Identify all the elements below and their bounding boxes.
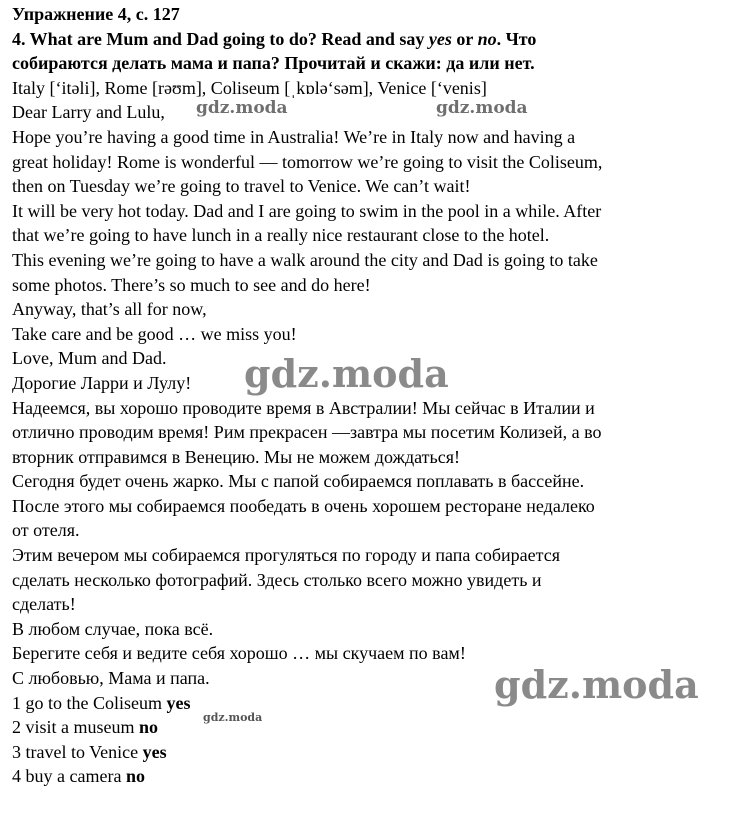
answer-item (12, 764, 736, 789)
letter-en-line: Love, Mum and Dad. (12, 348, 167, 369)
answer-value: yes (166, 692, 191, 713)
transcription-line: Italy [ʻitəli], Rome [rəʊm], Coliseum [ˌkɒləʻsəm], Venice [ʻvenis] (12, 77, 487, 98)
task-word-or: or (451, 28, 478, 49)
letter-ru-line: от отеля. (12, 520, 80, 541)
letter-ru-line: Сегодня будет очень жарко. Мы с папой собираемся поплавать в бассейне. (12, 471, 585, 492)
letter-ru-line: сделать! (12, 594, 76, 615)
letter-en-line: some photos. There’s so much to see and do here! (12, 274, 371, 295)
answer-value: no (125, 766, 145, 787)
task-instruction-line-1 (12, 27, 736, 52)
task-instruction-line-2: собираются делать мама и папа? Прочитай и скажи: да или нет. (12, 53, 535, 74)
task-word-no: no (477, 28, 497, 49)
watermark-small-1: gdz.moda (196, 98, 288, 118)
watermark-tiny: gdz.moda (203, 711, 263, 724)
letter-russian (12, 371, 736, 691)
watermark-small-2: gdz.moda (436, 98, 528, 118)
letter-en-line: that we’re going to have lunch in a really nice restaurant close to the hotel. (12, 225, 550, 246)
letter-en-line: This evening we’re going to have a walk around the city and Dad is going to take (12, 249, 598, 270)
letter-ru-line: Дорогие Ларри и Лулу! (12, 372, 192, 393)
letter-ru-line: Берегите себя и ведите себя хорошо … мы скучаем по вам! (12, 643, 466, 664)
answer-value: no (139, 717, 159, 738)
letter-ru-line: отлично проводим время! Рим прекрасен —завтра мы посетим Колизей, а во (12, 422, 602, 443)
answer-value: yes (142, 741, 167, 762)
watermark-large-2: gdz.moda (494, 662, 699, 707)
answer-item (12, 740, 736, 765)
letter-en-line: Dear Larry and Lulu, (12, 102, 165, 123)
letter-english (12, 100, 736, 371)
task-word-yes: yes (428, 28, 452, 49)
answer-statement: 2 visit a museum (12, 717, 139, 738)
letter-en-line: Take care and be good … we miss you! (12, 323, 297, 344)
letter-ru-line: Этим вечером мы собираемся прогуляться по городу и папа собирается (12, 545, 560, 566)
letter-en-line: then on Tuesday we’re going to travel to Venice. We can’t wait! (12, 176, 471, 197)
letter-ru-line: вторник отправимся в Венецию. Мы не можем дождаться! (12, 446, 460, 467)
answer-statement: 3 travel to Venice (12, 741, 143, 762)
letter-ru-line: С любовью, Мама и папа. (12, 668, 210, 689)
answer-statement: 4 buy a camera (12, 766, 126, 787)
watermark-large-1: gdz.moda (244, 351, 449, 396)
task-text-part-2: . Что (496, 28, 537, 49)
letter-ru-line: сделать несколько фотографий. Здесь столько всего можно увидеть и (12, 569, 542, 590)
letter-ru-line: Надеемся, вы хорошо проводите время в Австралии! Мы сейчас в Италии и (12, 397, 595, 418)
answer-item (12, 715, 736, 740)
letter-ru-line: После этого мы собираемся пообедать в очень хорошем ресторане недалеко (12, 495, 595, 516)
task-text-part-1: 4. What are Mum and Dad going to do? Read and say (12, 28, 429, 49)
letter-ru-line: В любом случае, пока всё. (12, 618, 214, 639)
exercise-title: Упражнение 4, с. 127 (12, 4, 180, 24)
letter-en-line: great holiday! Rome is wonderful — tomorrow we’re going to visit the Coliseum, (12, 151, 603, 172)
answer-statement: 1 go to the Coliseum (12, 692, 167, 713)
letter-en-line: It will be very hot today. Dad and I are going to swim in the pool in a while. After (12, 200, 602, 221)
letter-en-line: Anyway, that’s all for now, (12, 299, 207, 320)
letter-en-line: Hope you’re having a good time in Australia! We’re in Italy now and having a (12, 126, 576, 147)
